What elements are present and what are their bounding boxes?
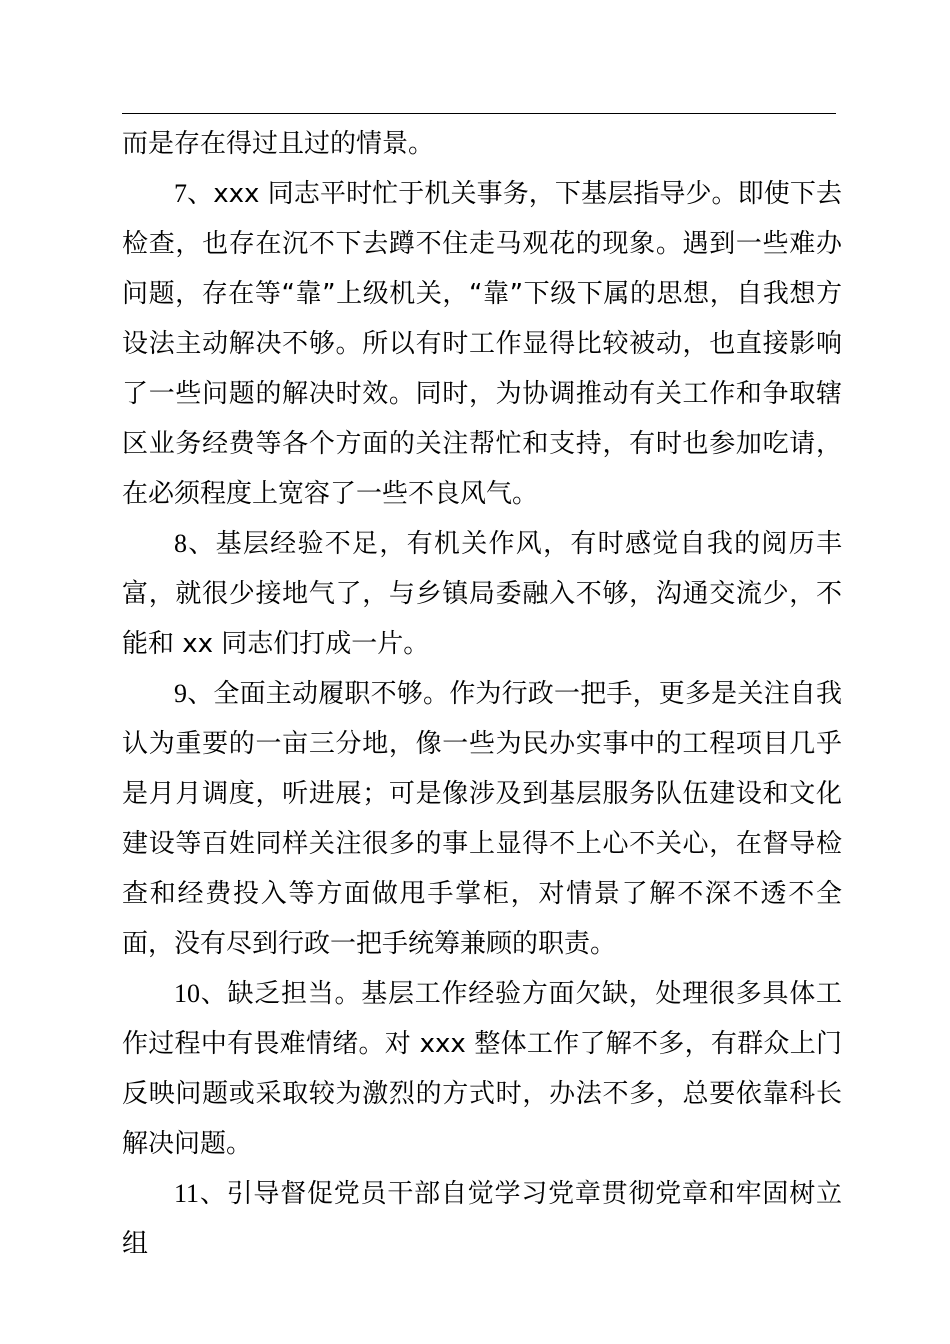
header-rule xyxy=(122,113,836,114)
paragraph-text: 引导督促党员干部自觉学习党章贯彻党章和牢固树立组 xyxy=(122,1179,842,1259)
paragraph-text: 而是存在得过且过的情景。 xyxy=(122,129,435,159)
paragraph-number: 10、 xyxy=(174,979,228,1008)
paragraph-number: 11、 xyxy=(174,1179,227,1208)
paragraph-item-9 xyxy=(122,669,842,969)
paragraph-item-11 xyxy=(122,1169,842,1269)
paragraph-item-10 xyxy=(122,969,842,1169)
paragraph-text: 全面主动履职不够。作为行政一把手，更多是关注自我认为重要的一亩三分地，像一些为民办实事中的工程项目几乎是月月调度，听进展；可是像涉及到基层服务队伍建设和文化建设等百姓同样关注很多的事上显得不上心不关心，在督导检查和经费投入等方面做甩手掌柜，对情景了解不深不透不全面，没有尽到行政一把手统筹兼顾的职责。 xyxy=(122,679,842,959)
paragraph-text: 基层经验不足，有机关作风，有时感觉自我的阅历丰富，就很少接地气了，与乡镇局委融入不够，沟通交流少，不能和 xx 同志们打成一片。 xyxy=(122,529,842,659)
document-body xyxy=(122,119,842,1269)
paragraph-number: 8、 xyxy=(174,529,216,558)
paragraph-number: 7、 xyxy=(174,179,214,208)
paragraph-text: 缺乏担当。基层工作经验方面欠缺，处理很多具体工作过程中有畏难情绪。对 xxx 整体工作了解不多，有群众上门反映问题或采取较为激烈的方式时，办法不多，总要依靠科长解决问题。 xyxy=(122,979,842,1159)
paragraph-item-8 xyxy=(122,519,842,669)
paragraph-item-7 xyxy=(122,169,842,519)
paragraph-text: xxx 同志平时忙于机关事务，下基层指导少。即使下去检查，也存在沉不下去蹲不住走马观花的现象。遇到一些难办问题，存在等“靠”上级机关，“靠”下级下属的思想，自我想方设法主动解决不够。所以有时工作显得比较被动，也直接影响了一些问题的解决时效。同时，为协调推动有关工作和争取辖区业务经费等各个方面的关注帮忙和支持，有时也参加吃请，在必须程度上宽容了一些不良风气。 xyxy=(122,179,842,509)
paragraph-number: 9、 xyxy=(174,679,214,708)
paragraph-continuation xyxy=(122,119,842,169)
